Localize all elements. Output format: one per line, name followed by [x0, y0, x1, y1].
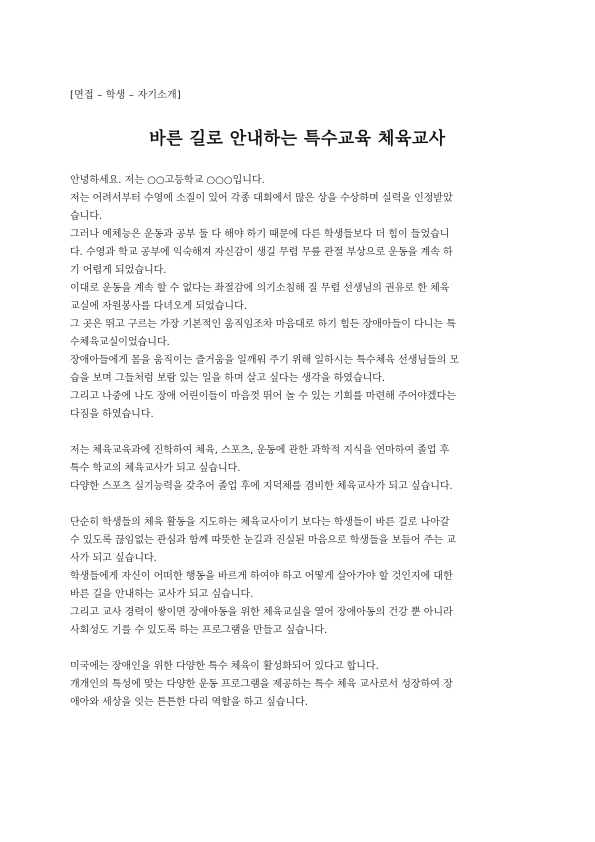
document-body [70, 172, 525, 712]
text-line: 사가 되고 싶습니다. [70, 553, 157, 564]
text-line: 교실에 자원봉사를 다녀오게 되었습니다. [70, 301, 247, 312]
page-title: 바른 길로 안내하는 특수교육 체육교사 [149, 129, 446, 149]
text-line: 그 곳은 뛰고 구르는 가장 기본적인 움직임조차 마음대로 하기 힘든 장애아들이 다니는 특 [70, 319, 456, 330]
text-line: 저는 체육교육과에 진학하여 체육, 스포츠, 운동에 관한 과학적 지식을 연마하여 졸업 후 [70, 445, 450, 456]
paragraph-gap [70, 424, 525, 442]
paragraph [70, 514, 525, 640]
text-line: 수체육교실이었습니다. [70, 337, 170, 348]
text-line: 이대로 운동을 계속 할 수 없다는 좌절감에 의기소침해 질 무렵 선생님의 권유로 한 체육 [70, 283, 450, 294]
text-line: 단순히 학생들의 체육 활동을 지도하는 체육교사이기 보다는 학생들이 바른 길로 나아갈 [70, 517, 450, 528]
text-line: 그리고 나중에 나도 장애 어린이들이 마음껏 뛰어 놀 수 있는 기회를 마련해 주어야겠다는 [70, 391, 456, 402]
text-line: 저는 어려서부터 수영에 소질이 있어 각종 대회에서 많은 상을 수상하며 실력을 인정받았 [70, 193, 453, 204]
paragraph [70, 442, 525, 496]
text-line: 특수 학교의 체육교사가 되고 싶습니다. [70, 463, 241, 474]
text-line: 개개인의 특성에 맞는 다양한 운동 프로그램을 제공하는 특수 체육 교사로서 성장하여 장 [70, 679, 453, 690]
text-line: 그러나 예체능은 운동과 공부 둘 다 해야 하기 때문에 다른 학생들보다 더 힘이 들었습니 [70, 229, 450, 240]
text-line: 그리고 교사 경력이 쌓이면 장애아동을 위한 체육교실을 열어 장애아동의 건강 뿐 아니라 [70, 607, 453, 618]
text-line: 다. 수영과 학교 공부에 익숙해져 자신감이 생길 무렵 무릎 관절 부상으로 운동을 계속 하 [70, 247, 453, 258]
paragraph [70, 172, 525, 424]
text-line: 습을 보며 그들처럼 보람 있는 일을 하며 살고 싶다는 생각을 하였습니다. [70, 373, 386, 384]
text-line: 학생들에게 자신이 어떠한 행동을 바르게 하여야 하고 어떻게 살아가야 할 것인지에 대한 [70, 571, 453, 582]
paragraph-gap [70, 496, 525, 514]
text-line: 습니다. [70, 211, 103, 222]
text-line: 바른 길을 안내하는 교사가 되고 싶습니다. [70, 589, 254, 600]
paragraph [70, 658, 525, 712]
text-line: 다양한 스포츠 실기능력을 갖추어 졸업 후에 지덕체를 겸비한 체육교사가 되고 싶습니다. [70, 481, 453, 492]
text-line: 미국에는 장애인을 위한 다양한 특수 체육이 활성화되어 있다고 합니다. [70, 661, 379, 672]
text-line: 사회성도 기를 수 있도록 하는 프로그램을 만들고 싶습니다. [70, 625, 328, 636]
text-line: 기 어렵게 되었습니다. [70, 265, 167, 276]
text-line: 안녕하세요. 저는 ○○고등학교 ○○○입니다. [70, 175, 265, 186]
text-line: 장애아들에게 몸을 움직이는 즐거움을 일깨워 주기 위해 일하시는 특수체육 선생님들의 모 [70, 355, 460, 366]
text-line: 수 있도록 끊임없는 관심과 함께 따뜻한 눈길과 진실된 마음으로 학생들을 보듬어 주는 교 [70, 535, 456, 546]
text-line: 다짐을 하였습니다. [70, 409, 154, 420]
paragraph-gap [70, 640, 525, 658]
text-line: 애아와 세상을 잇는 튼튼한 다리 역할을 하고 싶습니다. [70, 697, 308, 708]
category-tag: [면접 – 학생 – 자기소개] [70, 90, 181, 101]
